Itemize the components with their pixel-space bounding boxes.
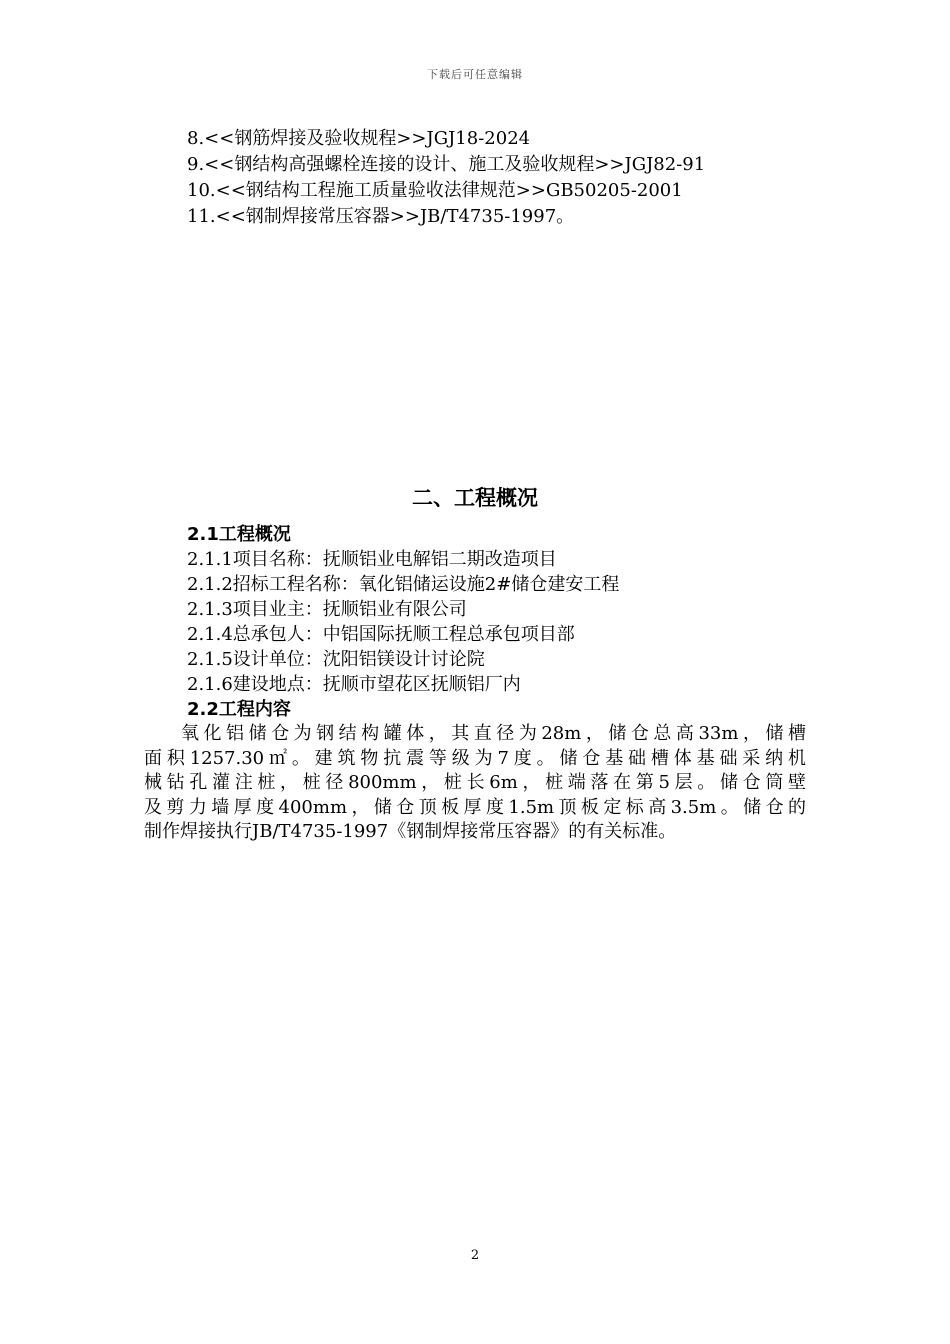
- paragraph-line: 氧化铝储仓为钢结构罐体，其直径为28m，储仓总高33m，储槽: [181, 723, 806, 744]
- page-number: 2: [470, 1248, 480, 1263]
- overview-item: 2.1.4总承包人：中铝国际抚顺工程总承包项目部: [187, 624, 575, 645]
- paragraph-line: 制作焊接执行JB/T4735-1997《钢制焊接常压容器》的有关标准。: [144, 821, 677, 842]
- paragraph-line: 面积1257.30㎡。建筑物抗震等级为7度。储仓基础槽体基础采纳机: [144, 747, 806, 769]
- overview-item: 2.1.2招标工程名称：氧化铝储运设施2#储仓建安工程: [187, 574, 620, 595]
- reference-item: 10.<<钢结构工程施工质量验收法律规范>>GB50205-2001: [187, 180, 683, 201]
- reference-item: 8.<<钢筋焊接及验收规程>>JGJ18-2024: [187, 128, 531, 149]
- content-paragraph: [144, 722, 806, 845]
- reference-list: [187, 126, 705, 230]
- paragraph-line: 械钻孔灌注桩，桩径800mm，桩长6m，桩端落在第5层。储仓筒壁: [144, 772, 806, 793]
- overview-heading: 2.1工程概况: [187, 524, 291, 545]
- reference-item: 11.<<钢制焊接常压容器>>JB/T4735-1997。: [187, 206, 575, 227]
- overview-item: 2.1.5设计单位：沈阳铝镁设计讨论院: [187, 649, 485, 670]
- content-heading: 2.2工程内容: [187, 699, 291, 720]
- reference-item: 9.<<钢结构高强螺栓连接的设计、施工及验收规程>>JGJ82-91: [187, 154, 706, 175]
- paragraph-line: 及剪力墙厚度400mm，储仓顶板厚度1.5m顶板定标高3.5m。储仓的: [144, 796, 806, 818]
- overview-item: 2.1.1项目名称：抚顺铝业电解铝二期改造项目: [187, 549, 557, 570]
- overview-item: 2.1.6建设地点：抚顺市望花区抚顺铝厂内: [187, 674, 521, 695]
- download-note: 下载后可任意编辑: [427, 68, 523, 81]
- section-title: 二、工程概况: [412, 486, 538, 510]
- project-overview: [187, 522, 619, 722]
- overview-item: 2.1.3项目业主：抚顺铝业有限公司: [187, 599, 467, 620]
